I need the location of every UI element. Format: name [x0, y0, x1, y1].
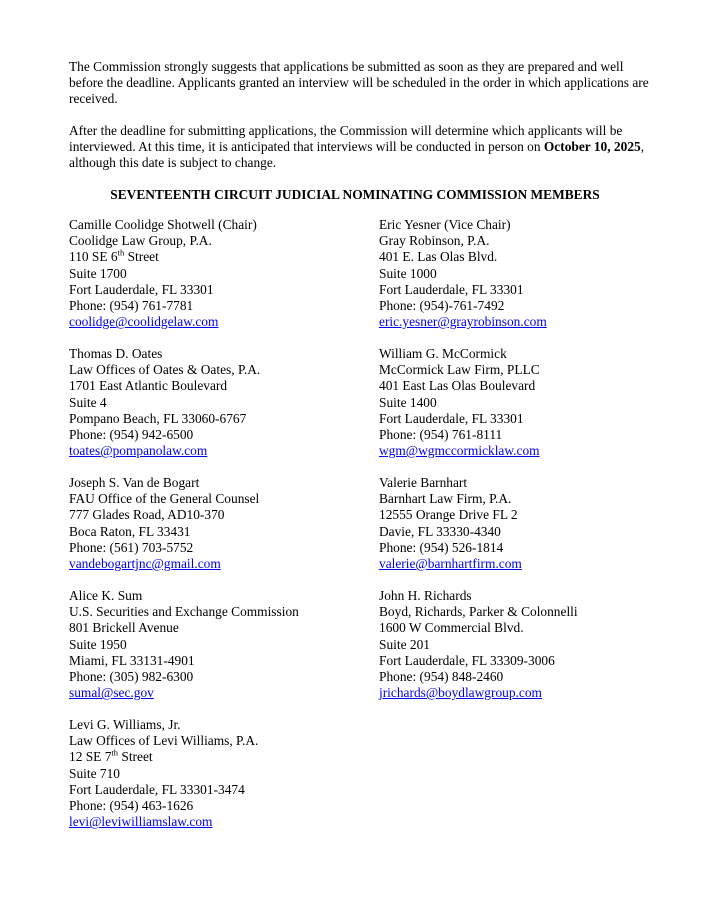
- street-number: 110 SE 6: [69, 249, 118, 265]
- member-richards: [379, 588, 679, 701]
- member-suite: Suite 1400: [379, 394, 437, 410]
- member-mccormick: [379, 346, 679, 459]
- member-suite: Suite 4: [69, 394, 107, 410]
- member-suite: Suite 1700: [69, 265, 127, 281]
- ordinal-suffix: th: [111, 747, 119, 758]
- member-firm: Coolidge Law Group, P.A.: [69, 233, 212, 249]
- member-email-link[interactable]: levi@leviwilliamslaw.com: [69, 814, 213, 830]
- member-name: Valerie Barnhart: [379, 475, 468, 490]
- member-city: Davie, FL 33330-4340: [379, 523, 501, 539]
- paragraph-application-timing: The Commission strongly suggests that applications be submitted as soon as they are prepared and well before the deadline. Applicants granted an interview will be scheduled in the order in which applications are received.: [69, 59, 649, 107]
- paragraph-interview-date-text: After the deadline for submitting applications, the Commission will determine which applicants will be interviewed. At this time, it is anticipated that interviews will be conducted in person on: [69, 123, 623, 155]
- member-shotwell: [69, 217, 369, 330]
- member-city: Boca Raton, FL 33431: [69, 523, 191, 539]
- member-phone: Phone: (954) 942-6500: [69, 427, 194, 443]
- member-phone: Phone: (305) 982-6300: [69, 669, 194, 685]
- member-street: 777 Glades Road, AD10-370: [69, 507, 225, 523]
- ordinal-suffix: th: [117, 247, 125, 258]
- member-phone: Phone: (561) 703-5752: [69, 539, 194, 555]
- member-name: John H. Richards: [379, 588, 472, 603]
- street-name: Street: [118, 749, 153, 765]
- member-barnhart: [379, 475, 679, 572]
- section-heading: SEVENTEENTH CIRCUIT JUDICIAL NOMINATING COMMISSION MEMBERS: [110, 187, 600, 202]
- member-firm: Barnhart Law Firm, P.A.: [379, 491, 512, 507]
- member-phone: Phone: (954) 526-1814: [379, 539, 504, 555]
- member-city: Fort Lauderdale, FL 33301: [379, 281, 524, 297]
- member-firm: Law Offices of Oates & Oates, P.A.: [69, 362, 261, 378]
- member-email-link[interactable]: valerie@barnhartfirm.com: [379, 556, 522, 572]
- member-email-link[interactable]: toates@pompanolaw.com: [69, 443, 208, 459]
- member-name: Thomas D. Oates: [69, 346, 163, 361]
- member-street: 801 Brickell Avenue: [69, 620, 179, 636]
- member-name: Eric Yesner (Vice Chair): [379, 217, 511, 232]
- member-city: Fort Lauderdale, FL 33309-3006: [379, 652, 555, 668]
- member-vandebogart: [69, 475, 369, 572]
- member-email-link[interactable]: jrichards@boydlawgroup.com: [379, 685, 542, 701]
- member-city: Fort Lauderdale, FL 33301-3474: [69, 781, 245, 797]
- member-street: 1701 East Atlantic Boulevard: [69, 378, 228, 394]
- member-suite: Suite 710: [69, 765, 120, 781]
- member-email-link[interactable]: eric.yesner@grayrobinson.com: [379, 314, 547, 330]
- member-email-link[interactable]: vandebogartjnc@gmail.com: [69, 556, 221, 572]
- member-street: 401 E. Las Olas Blvd.: [379, 249, 498, 265]
- street-number: 12 SE 7: [69, 749, 112, 765]
- paragraph-interview-date: [69, 123, 649, 172]
- member-email-link[interactable]: sumal@sec.gov: [69, 685, 154, 701]
- paragraph-interview-date-tail: , although this date is subject to change.: [69, 139, 645, 171]
- member-email-link[interactable]: wgm@wgmccormicklaw.com: [379, 443, 540, 459]
- member-name: Camille Coolidge Shotwell (Chair): [69, 217, 257, 232]
- member-phone: Phone: (954) 761-8111: [379, 427, 503, 443]
- member-name: Levi G. Williams, Jr.: [69, 717, 181, 732]
- member-city: Miami, FL 33131-4901: [69, 652, 195, 668]
- member-suite: Suite 201: [379, 636, 430, 652]
- member-phone: Phone: (954) 761-7781: [69, 298, 194, 314]
- member-firm: FAU Office of the General Counsel: [69, 491, 260, 507]
- member-phone: Phone: (954)-761-7492: [379, 298, 505, 314]
- member-firm: Gray Robinson, P.A.: [379, 233, 490, 249]
- member-street: [69, 249, 369, 265]
- member-street: 1600 W Commercial Blvd.: [379, 620, 524, 636]
- member-name: Alice K. Sum: [69, 588, 143, 603]
- member-city: Pompano Beach, FL 33060-6767: [69, 410, 247, 426]
- member-oates: [69, 346, 369, 459]
- member-street: 12555 Orange Drive FL 2: [379, 507, 518, 523]
- member-city: Fort Lauderdale, FL 33301: [69, 281, 214, 297]
- street-name: Street: [124, 249, 159, 265]
- member-name: William G. McCormick: [379, 346, 507, 361]
- member-firm: Boyd, Richards, Parker & Colonnelli: [379, 604, 578, 620]
- interview-date: October 10, 2025: [543, 139, 641, 155]
- member-phone: Phone: (954) 848-2460: [379, 669, 504, 685]
- member-firm: Law Offices of Levi Williams, P.A.: [69, 733, 259, 749]
- member-street: [69, 749, 369, 765]
- member-sum: [69, 588, 369, 701]
- member-phone: Phone: (954) 463-1626: [69, 798, 194, 814]
- member-name: Joseph S. Van de Bogart: [69, 475, 200, 490]
- member-suite: Suite 1000: [379, 265, 437, 281]
- member-yesner: [379, 217, 679, 330]
- member-email-link[interactable]: coolidge@coolidgelaw.com: [69, 314, 219, 330]
- member-suite: Suite 1950: [69, 636, 127, 652]
- member-williams: [69, 717, 369, 830]
- member-firm: McCormick Law Firm, PLLC: [379, 362, 540, 378]
- member-firm: U.S. Securities and Exchange Commission: [69, 604, 299, 620]
- member-city: Fort Lauderdale, FL 33301: [379, 410, 524, 426]
- member-street: 401 East Las Olas Boulevard: [379, 378, 536, 394]
